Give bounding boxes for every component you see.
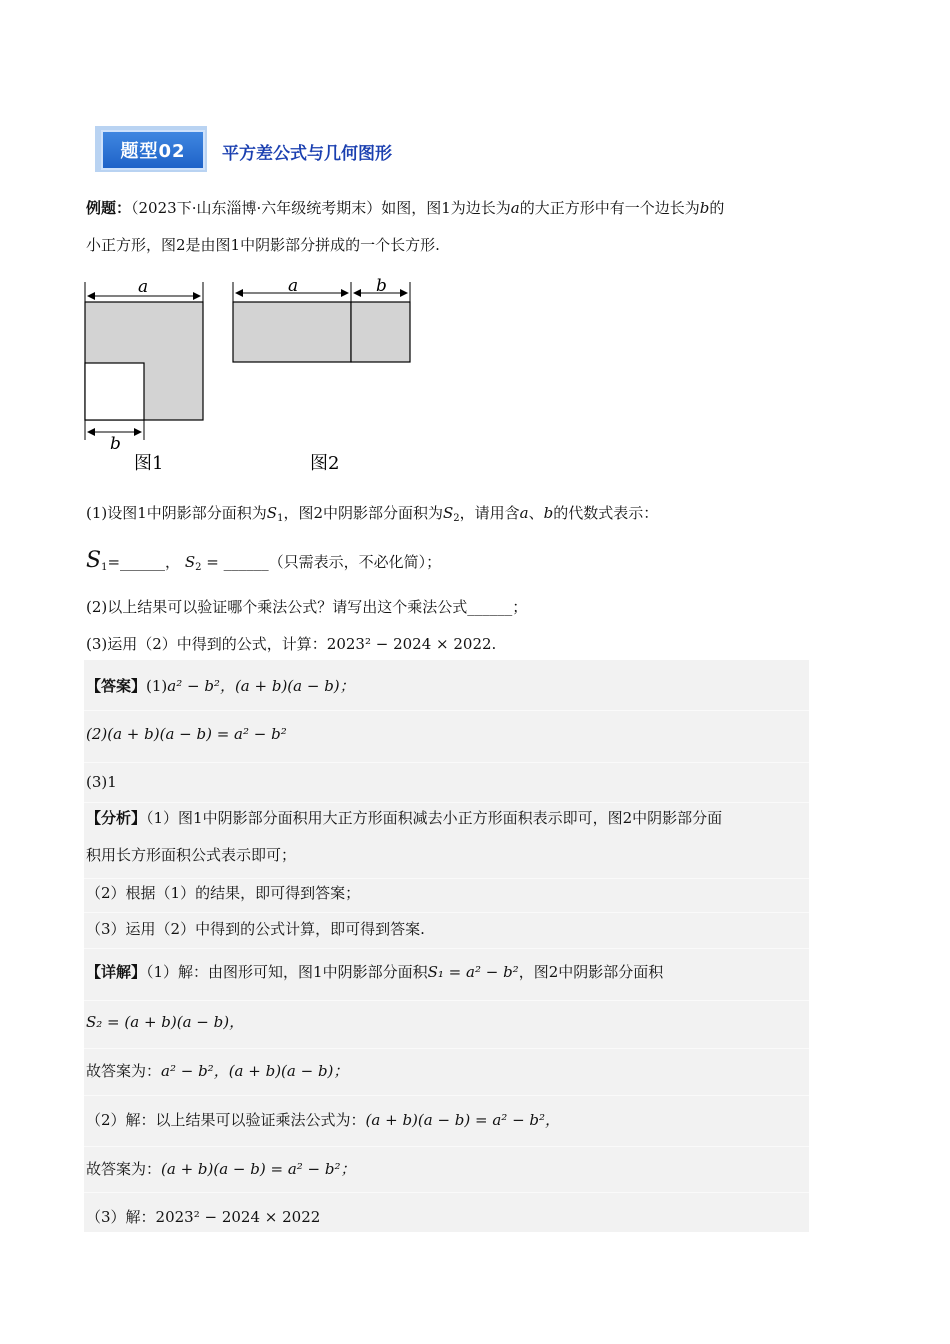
section-badge <box>95 126 210 174</box>
question-3: (3)运用（2）中得到的公式，计算：2023² − 2024 × 2022. <box>86 635 497 653</box>
fig2-label-b: b <box>376 276 387 296</box>
example-mid: 的大正方形中有一个边长为 <box>519 199 700 217</box>
s1-blank[interactable]: ______ <box>120 553 166 571</box>
detail-line-4: （2）解：以上结果可以验证乘法公式为：(a + b)(a − b) = a² − b²， <box>86 1111 561 1129</box>
question-2: (2)以上结果可以验证哪个乘法公式？请写出这个乘法公式______； <box>86 598 528 616</box>
answer-line-1: 【答案】(1)a² − b²，(a + b)(a − b)； <box>86 677 355 695</box>
detail-line-3: 故答案为：a² − b²，(a + b)(a − b)； <box>86 1062 349 1080</box>
fig2-caption: 图2 <box>310 453 340 474</box>
fig2-rect-right <box>351 302 410 362</box>
analysis-line-1: 【分析】（1）图1中阴影部分面积用大正方形面积减去小正方形面积表示即可，图2中阴影部分面 <box>86 809 723 827</box>
var-a: a <box>510 199 520 217</box>
analysis-line-3: （3）运用（2）中得到的公式计算，即可得到答案. <box>86 920 425 938</box>
example-line-1: 例题：（2023下·山东淄博·六年级统考期末）如图，图1为边长为a的大正方形中有一个边长为b的 <box>86 199 725 217</box>
fig1-label-a: a <box>138 277 149 297</box>
fig1-caption: 图1 <box>134 453 164 474</box>
fig2-rect-left <box>233 302 351 362</box>
fig1-small-square <box>85 363 144 420</box>
section-title: 平方差公式与几何图形 <box>222 144 392 164</box>
detail-line-1: 【详解】（1）解：由图形可知，图1中阴影部分面积S₁ = a² − b²，图2中阴影部分面积 <box>86 963 664 981</box>
answer-line-3: (3)1 <box>86 773 117 791</box>
fig2-label-a: a <box>288 276 299 296</box>
detail-line-2: S₂ = (a + b)(a − b)， <box>86 1013 245 1031</box>
question-1: (1)设图1中阴影部分面积为$S_1$，图2中阴影部分面积为$S_2$，请用含a、b的代数式表示： <box>86 504 659 524</box>
figures <box>80 272 425 477</box>
analysis-line-1b: 积用长方形面积公式表示即可； <box>86 846 297 864</box>
example-label: 例题： <box>86 199 132 217</box>
var-b: b <box>699 199 710 217</box>
s2-blank[interactable]: ______ <box>223 553 269 571</box>
question-1-blanks: $S_1=\_\_\_\_\_\_$， $S_2$ = ______（只需表示，不必化简）； <box>86 548 442 573</box>
answer-line-2: (2)(a + b)(a − b) = a² − b² <box>86 725 287 743</box>
example-intro: （2023下·山东淄博·六年级统考期末）如图，图1为边长为 <box>131 199 511 217</box>
badge-label: 题型02 <box>101 130 205 170</box>
detail-line-5: 故答案为：(a + b)(a − b) = a² − b²； <box>86 1160 356 1178</box>
analysis-line-2: （2）根据（1）的结果，即可得到答案； <box>86 884 361 902</box>
fig1-label-b: b <box>110 434 121 454</box>
detail-line-6: （3）解：2023² − 2024 × 2022 <box>86 1208 321 1226</box>
example-line-2: 小正方形，图2是由图1中阴影部分拼成的一个长方形. <box>86 236 440 254</box>
